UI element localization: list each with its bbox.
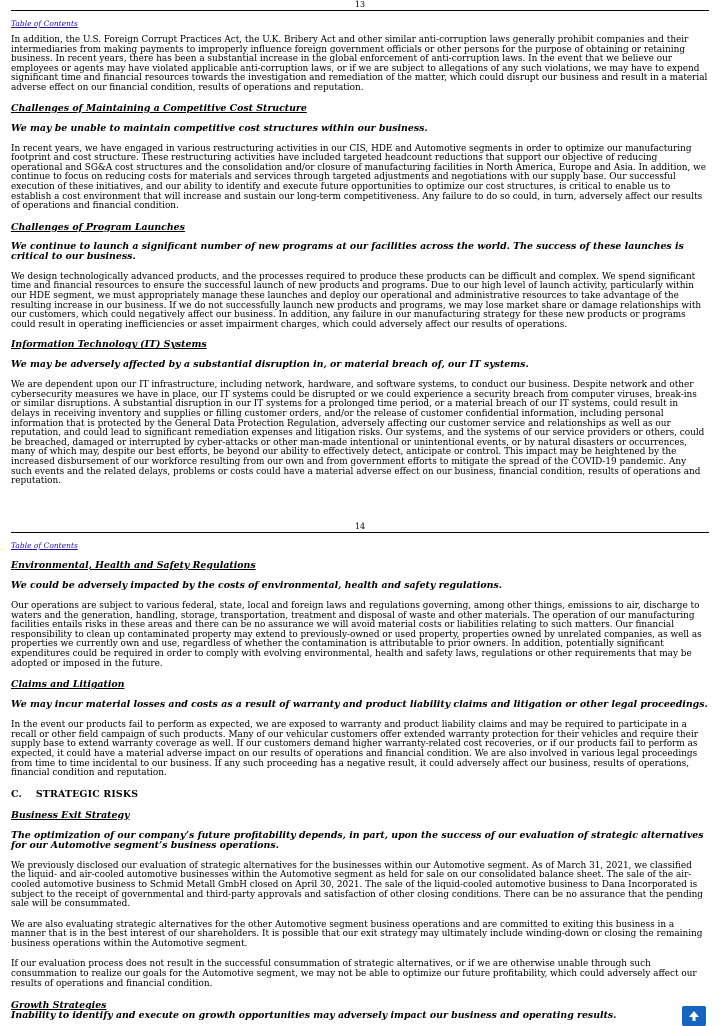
section-heading-environmental: Environmental, Health and Safety Regulations xyxy=(11,560,256,571)
anti-corruption-paragraph: In addition, the U.S. Foreign Corrupt Practices Act, the U.K. Bribery Act and other similar anti-corruption laws generally prohibit companies and their intermediaries from making payments to improperly influence foreign government officials or other persons for the purpose of obtaining or retaining business. In recent years, there has been a substantial increase in the global enforcement of anti-corruption laws. In the event that we believe our employees or agents may have violated applicable anti-corruption laws, or if we are subject to allegations of any such violations, we may have to expend significant time and financial resources towards the investigation and remediation of the matter, which could disrupt our business and result in a material adverse effect on our financial condition, results of operations and reputation. xyxy=(11,35,708,93)
section-heading-business-exit: Business Exit Strategy xyxy=(11,809,130,821)
risk-title-cost-structure: We may be unable to maintain competitive cost structures within our business. xyxy=(11,122,428,134)
paragraph-environmental: Our operations are subject to various federal, state, local and foreign laws and regulations governing, among other things, emissions to air, discharge to waters and the generation, handling, storage, transportation, treatment and disposal of waste and other materials. The operation of our manufacturing facilities entails risks in these areas and there can be no assurance we will avoid material costs or liabilities relating to such matters. Our financial responsibility to clean up contaminated property may extend to previously-owned or used property, properties owned by unrelated companies, as well as properties we currently own and use, regardless of whether the contamination is attributable to prior owners. In addition, potentially significant expenditures could be required in order to comply with evolving environmental, health and safety laws, regulations or other requirements that may be adopted or imposed in the future. xyxy=(11,601,702,669)
section-heading-program-launches: Challenges of Program Launches xyxy=(11,221,185,233)
paragraph-business-exit-1: We previously disclosed our evaluation of strategic alternatives for the businesses within our Automotive segment. As of March 31, 2021, we classified the liquid- and air-cooled automotive businesses within the Automotive segment as held for sale on our consolidated balance sheet. The sale of the air-cooled automotive business to Schmid Metall GmbH closed on April 30, 2021. The sale of the liquid-cooled automotive business to Dana Incorporated is subject to the receipt of governmental and third-party approvals and satisfaction of other closing conditions. There can be no assurance that the pending sale will be consummated. xyxy=(11,860,703,910)
section-heading-growth-strategies: Growth Strategies xyxy=(11,1000,107,1012)
scroll-to-top-button[interactable] xyxy=(682,1006,706,1026)
section-heading-cost-structure: Challenges of Maintaining a Competitive Cost Structure xyxy=(11,102,307,114)
paragraph-claims-litigation: In the event our products fail to perform as expected, we are exposed to warranty and product liability claims and may be required to participate in a recall or other field campaign of such products. Many of our vehicular customers offer extended warranty protection for their vehicles and require their supply base to extend warranty coverage as well. If our customers demand higher warranty-related cost recoveries, or if our products fail to perform as expected, it could have a material adverse impact on our results of operations and financial condition. We are also involved in various legal proceedings from time to time incidental to our business. If any such proceeding has a negative result, it could adversely affect our business, results of operations, financial condition and reputation. xyxy=(11,720,698,779)
page-rule xyxy=(11,10,709,11)
part-heading-strategic-risks: C. STRATEGIC RISKS xyxy=(11,788,139,800)
paragraph-business-exit-3: If our evaluation process does not result in the successful consummation of strategic alternatives, or if we are otherwise unable through such consummation to realize our goals for the Automotive segment, we may not be able to optimize our future profitability, which could adversely affect our results of operations and financial condition. xyxy=(11,959,697,989)
risk-title-it-systems: We may be adversely affected by a substantial disruption in, or material breach of, our IT systems. xyxy=(11,359,529,371)
risk-title-program-launches: We continue to launch a significant number of new programs at our facilities across the world. The success of these launches is critical to our business. xyxy=(11,240,684,262)
table-of-contents-link[interactable]: Table of Contents xyxy=(11,19,78,28)
paragraph-business-exit-2: We are also evaluating strategic alternatives for the other Automotive segment business operations and are committed to exiting this business in a manner that is in the best interest of our shareholders. It is possible that our exit strategy may ultimately include winding-down or closing the remaining business operations within the Automotive segment. xyxy=(11,919,703,949)
section-heading-it-systems: Information Technology (IT) Systems xyxy=(11,339,207,351)
risk-title-growth-strategies: Inability to identify and execute on growth opportunities may adversely impact our business and operating results. xyxy=(11,1010,617,1022)
risk-title-environmental: We could be adversely impacted by the costs of environmental, health and safety regulations. xyxy=(11,580,503,591)
table-of-contents-link[interactable]: Table of Contents xyxy=(11,541,78,550)
paragraph-it-systems: We are dependent upon our IT infrastructure, including network, hardware, and software systems, to conduct our business. Despite network and other cybersecurity measures we have in place, our IT systems could be disrupted or we could experience a security breach from computer viruses, break-ins or similar disruptions. A substantial disruption in our IT systems for a prolonged time period, or a material breach of our IT systems, could result in delays in receiving inventory and supplies or filling customer orders, and/or the release of customer confidential information, including personal information that is protected by the General Data Protection Regulation, adversely affecting our customer service and relationships as well as our reputation, and could lead to significant remediation expenses and litigation risks. Our systems, and the systems of our service providers or others, could be breached, damaged or interrupted by cyber-attacks or other man-made intentional or unintentional events, or by natural disasters or occurrences, many of which may, despite our best efforts, be beyond our ability to effectively detect, anticipate or control. This impact may be heightened by the increased disbursement of our workforce resulting from our own and from government efforts to mitigate the spread of the COVID-19 pandemic. Any such events and the related delays, problems or costs could have a material adverse effect on our business, financial condition, results of operations and reputation. xyxy=(11,380,705,487)
page-number: 14 xyxy=(354,522,366,531)
page-number: 13 xyxy=(354,0,366,9)
risk-title-business-exit: The optimization of our company’s future profitability depends, in part, upon the success of our evaluation of strategic alternatives for our Automotive segment’s business operations. xyxy=(11,829,704,851)
paragraph-cost-structure: In recent years, we have engaged in various restructuring activities in our CIS, HDE and Automotive segments in order to optimize our manufacturing footprint and cost structure. These restructuring activities have included targeted headcount reductions that support our objective of reducing operational and SG&A cost structures and the consolidation and/or closure of manufacturing facilities in North America, Europe and Asia. In addition, we continue to focus on reducing costs for materials and services through targeted adjustments and negotiations with our supply base. Our successful execution of these initiatives, and our ability to identify and execute future opportunities to optimize our cost structures, is critical to enable us to establish a cost environment that will increase and sustain our long-term competitiveness. Any failure to do so could, in turn, adversely affect our results of operations and financial condition. xyxy=(11,143,707,212)
risk-title-claims-litigation: We may incur material losses and costs as a result of warranty and product liability claims and litigation or other legal proceedings. xyxy=(11,699,708,711)
paragraph-program-launches: We design technologically advanced products, and the processes required to produce these products can be difficult and complex. We spend significant time and financial resources to ensure the successful launch of new products and programs. Due to our high level of launch activity, particularly within our HDE segment, we must appropriately manage these launches and deploy our operational and administrative resources to take advantage of the resulting increase in our business. If we do not successfully launch new products and programs, we may lose market share or damage relationships with our customers, which could negatively affect our business. In addition, any failure in our manufacturing strategy for these new products or programs could result in operating inefficiencies or asset impairment charges, which could adversely affect our results of operations. xyxy=(11,271,702,330)
page-13 xyxy=(11,0,709,487)
page-14 xyxy=(11,522,709,1021)
page-rule xyxy=(11,532,709,533)
section-heading-claims-litigation: Claims and Litigation xyxy=(11,679,125,691)
arrow-up-icon xyxy=(688,1010,700,1022)
